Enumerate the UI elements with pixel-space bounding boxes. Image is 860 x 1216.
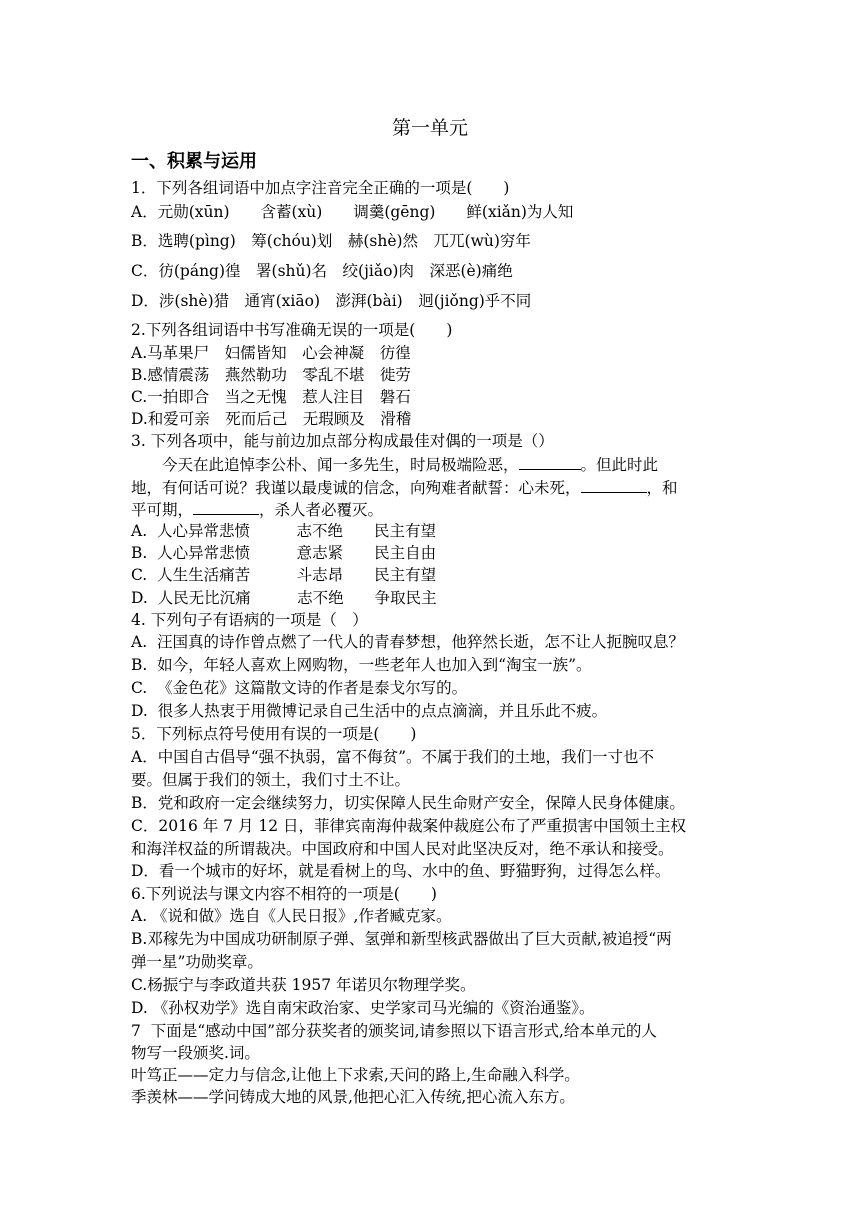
q2-option-b: B.感情震荡 燕然勒功 零乱不堪 徙劳 xyxy=(131,366,411,384)
page-title: 第一单元 xyxy=(391,117,468,139)
q5-stem: 5．下列标点符号使用有误的一项是( ) xyxy=(131,725,417,743)
q3-passage-text: 。但此时此 xyxy=(580,456,659,474)
q5-option-a-cont: 要。但属于我们的领土，我们寸土不让。 xyxy=(131,771,411,789)
q3-passage-text: 今天在此追悼李公朴、闻一多先生，时局极端险恶， xyxy=(131,456,519,474)
q3-option-a: A. 人心异常悲愤 志不绝 民主有望 xyxy=(131,522,436,540)
q3-option-b: B. 人心异常悲愤 意志紧 民主自由 xyxy=(131,544,437,562)
q3-passage-text: 地，有何话可说？我谨以最虔诚的信念，向殉难者献誓：心未死， xyxy=(131,479,581,497)
q2-stem: 2.下列各组词语中书写准确无误的一项是( ) xyxy=(131,321,453,339)
q3-stem: 3. 下列各项中，能与前边加点部分构成最佳对偶的一项是（） xyxy=(131,432,554,450)
q3-passage-line-1 xyxy=(131,453,658,475)
q1-option-b: B．选聘(pìng) 筹(chóu)划 赫(shè)然 兀兀(wù)穷年 xyxy=(131,232,531,250)
q2-option-c: C.一拍即合 当之无愧 惹人注目 磐石 xyxy=(131,388,411,406)
q3-option-d: D. 人民无比沉痛 志不绝 争取民主 xyxy=(131,589,437,607)
q5-option-c-cont: 和海洋权益的所谓裁决。中国政府和中国人民对此坚决反对，绝不承认和接受。 xyxy=(131,840,674,858)
q3-passage-text: 平可期， xyxy=(131,501,194,519)
q6-option-b-cont: 弹一星”功勋奖章。 xyxy=(131,953,263,971)
q2-option-d: D.和爱可亲 死而后己 无瑕顾及 滑稽 xyxy=(131,410,412,428)
q6-option-b: B.邓稼先为中国成功研制原子弹、氢弹和新型核武器做出了巨大贡献,被追授“两 xyxy=(131,930,672,948)
section-heading: 一、积累与运用 xyxy=(131,151,257,172)
q1-stem: 1．下列各组词语中加点字注音完全正确的一项是( ) xyxy=(131,179,510,197)
q7-example-2: 季羡林——学问铸成大地的风景,他把心汇入传统,把心流入东方。 xyxy=(131,1088,575,1106)
q5-option-a: A．中国自古倡导“强不执弱，富不侮贫”。不属于我们的土地，我们一寸也不 xyxy=(131,748,655,766)
q3-passage-line-2 xyxy=(131,476,678,498)
q1-option-c: C．彷(páng)徨 署(shǔ)名 绞(jiǎo)肉 深恶(è)痛绝 xyxy=(131,262,513,280)
q1-option-d: D．涉(shè)猎 通宵(xiāo) 澎湃(bài) 迥(jiǒng)乎不同 xyxy=(131,292,532,310)
q6-option-d: D. 《孙权劝学》选自南宋政治家、史学家司马光编的《资治通鉴》。 xyxy=(131,999,595,1017)
q7-stem-cont: 物写一段颁奖.词。 xyxy=(131,1044,260,1062)
q6-stem: 6.下列说法与课文内容不相符的一项是( ) xyxy=(131,885,437,903)
q4-stem: 4. 下列句子有语病的一项是（ ） xyxy=(131,611,368,629)
q3-option-c: C. 人生生活痛苦 斗志昂 民主有望 xyxy=(131,566,437,584)
q7-stem: 7 下面是“感动中国”部分获奖者的颁奖词,请参照以下语言形式,给本单元的人 xyxy=(131,1022,657,1040)
q3-passage-text: ，杀人者必覆灭。 xyxy=(259,501,384,519)
q5-option-c: C．2016 年 7 月 12 日，菲律宾南海仲裁案仲裁庭公布了严重损害中国领土主权 xyxy=(131,817,687,835)
q4-option-c: C. 《金色花》这篇散文诗的作者是泰戈尔写的。 xyxy=(131,679,468,697)
q4-option-a: A. 汪国真的诗作曾点燃了一代人的青春梦想，他猝然长逝，怎不让人扼腕叹息？ xyxy=(131,633,684,651)
answer-blank xyxy=(519,453,581,470)
answer-blank xyxy=(581,476,647,493)
q2-option-a: A.马革果尸 妇儒皆知 心会神凝 彷徨 xyxy=(131,344,411,362)
q3-passage-text: ，和 xyxy=(646,479,678,497)
answer-blank xyxy=(193,498,259,515)
q6-option-a: A. 《说和做》选自《人民日报》,作者臧克家。 xyxy=(131,907,452,925)
q1-option-a: A．元勋(xūn) 含蓄(xù) 调羹(gēng) 鲜(xiǎn)为人知 xyxy=(131,203,574,221)
q7-example-1: 叶笃正——定力与信念,让他上下求索,天问的路上,生命融入科学。 xyxy=(131,1066,580,1084)
q4-option-d: D. 很多人热衷于用微博记录自己生活中的点点滴滴，并且乐此不疲。 xyxy=(131,702,608,720)
q5-option-b: B．党和政府一定会继续努力，切实保障人民生命财产安全，保障人民身体健康。 xyxy=(131,794,685,812)
q4-option-b: B. 如今，年轻人喜欢上网购物，一些老年人也加入到“淘宝一族”。 xyxy=(131,656,592,674)
q3-passage-line-3 xyxy=(131,498,383,520)
q5-option-d: D．看一个城市的好坏，就是看树上的鸟、水中的鱼、野猫野狗，过得怎么样。 xyxy=(131,862,671,880)
q6-option-c: C.杨振宁与李政道共获 1957 年诺贝尔物理学奖。 xyxy=(131,976,476,994)
